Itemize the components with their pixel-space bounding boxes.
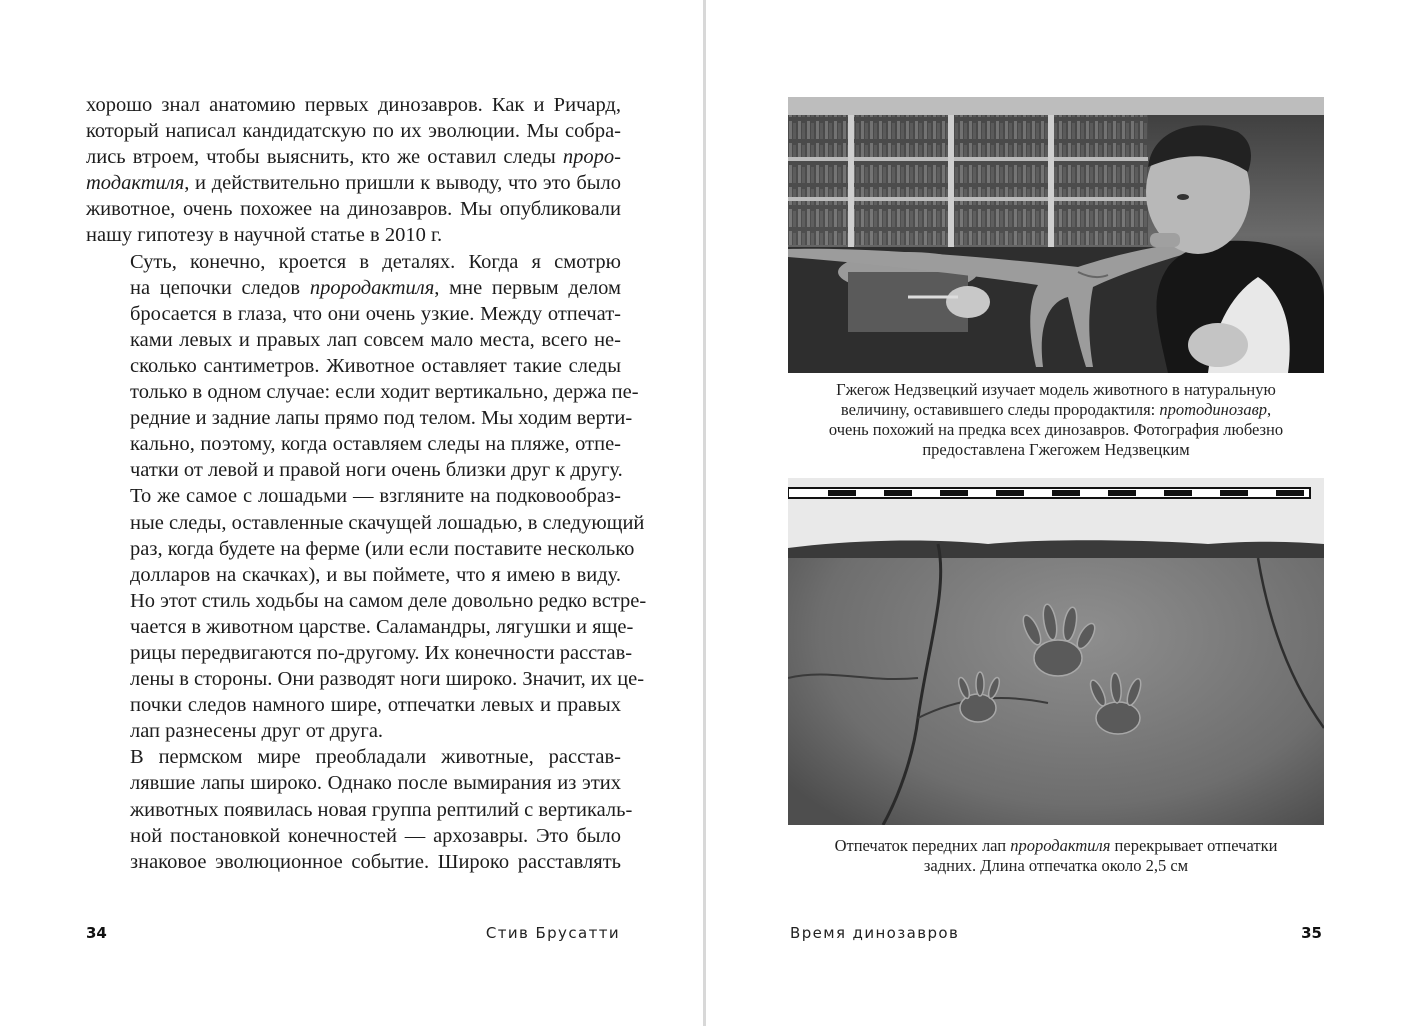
text-line: редние и задние лапы прямо под телом. Мы ходим верти- [130,407,633,430]
text-line: только в одном случае: если ходит вертикально, держа пе- [130,381,639,404]
caption-line: величину, оставившего следы прородактиля: протодинозавр, [840,400,1272,419]
caption-line: Гжегож Недзвецкий изучает модель животного в натуральную [836,380,1276,399]
italic-term: протодинозавр [1159,400,1267,419]
text-line: на цепочки следов прородактиля, мне первым делом [130,276,621,299]
text-line: лись втроем, чтобы выяснить, кто же оставил следы проро- [86,146,621,169]
text-line: тодактиля, и действительно пришли к выводу, что это было [86,172,621,195]
text-line: долларов на скачках), и вы поймете, что я имею в виду. [130,563,621,586]
italic-term: прородактиля [1010,836,1111,855]
text-line: нашу гипотезу в научной статье в 2010 г. [86,224,443,247]
text-line: знаковое эволюционное событие. Широко расставлять [130,850,621,873]
text-line: раз, когда будете на ферме (или если поставите несколько [130,537,635,560]
text-line: ные следы, оставленные скачущей лошадью, в следующий [130,511,645,534]
text-line: Но этот стиль ходьбы на самом деле довольно редко встре- [130,589,647,612]
text-line: Суть, конечно, кроется в деталях. Когда я смотрю [130,250,621,273]
caption-line: предоставлена Гжегожем Недзвецким [922,440,1190,459]
text-line: чается в животном царстве. Саламандры, лягушки и яще- [130,615,634,638]
running-head-title: Время динозавров [790,924,960,942]
paragraph-3 [86,744,633,874]
text-line: чатки от левой и правой ноги очень близки друг к другу. [130,459,623,482]
running-head-author: Стив Брусатти [485,924,620,942]
text-line: ной постановкой конечностей — архозавры. Это было [130,824,621,847]
caption-line: Отпечаток передних лап прородактиля перекрывает отпечатки [834,836,1278,855]
page-number-right: 35 [1301,924,1322,942]
text-line: почки следов намного шире, отпечатки левых и правых [130,694,621,717]
photo-footprint-slab [788,478,1324,825]
italic-term: тодактиля [86,172,185,195]
text-line: То же самое с лошадьми — взгляните на подковообраз- [130,485,621,508]
paragraph-1 [86,92,621,249]
text-line: ками левых и правых лап совсем мало места, всего не- [130,328,621,351]
text-line: лявшие лапы широко. Однако после вымирания из этих [130,772,621,795]
text-line: бросается в глаза, что они очень узкие. Между отпечат- [130,302,621,325]
caption-line: задних. Длина отпечатка около 2,5 см [923,856,1189,875]
text-line: животных появилась новая группа рептилий с вертикаль- [130,798,633,821]
figure-2-caption [788,836,1324,876]
caption-line: очень похожий на предка всех динозавров. Фотография любезно [828,420,1284,439]
photo-researcher-with-model [788,97,1324,373]
figure-1-caption [788,380,1324,460]
text-line: хорошо знал анатомию первых динозавров. Как и Ричард, [86,94,621,116]
italic-term: прородактиля [309,276,435,299]
footprint-photo-illustration [788,478,1324,825]
text-line: который написал кандидатскую по их эволюции. Мы собра- [86,120,621,143]
text-line: кально, поэтому, когда оставляем следы на пляже, отпе- [130,433,621,456]
text-line: лап разнесены друг от друга. [130,720,384,743]
italic-term: проро- [562,146,621,169]
left-page-body [86,92,647,875]
text-line: рицы передвигаются по-другому. Их конечности расстав- [130,641,633,664]
text-line: сколько сантиметров. Животное оставляет такие следы [130,354,621,377]
page-number-left: 34 [86,924,107,942]
researcher-photo-illustration [788,97,1324,373]
page-gutter [703,0,706,1026]
text-line: лены в стороны. Они разводят ноги широко. Значит, их це- [130,668,645,691]
text-line: животное, очень похожее на динозавров. Мы опубликовали [86,198,621,221]
text-line: В пермском мире преобладали животные, расстав- [130,746,621,769]
paragraph-2 [86,249,647,745]
